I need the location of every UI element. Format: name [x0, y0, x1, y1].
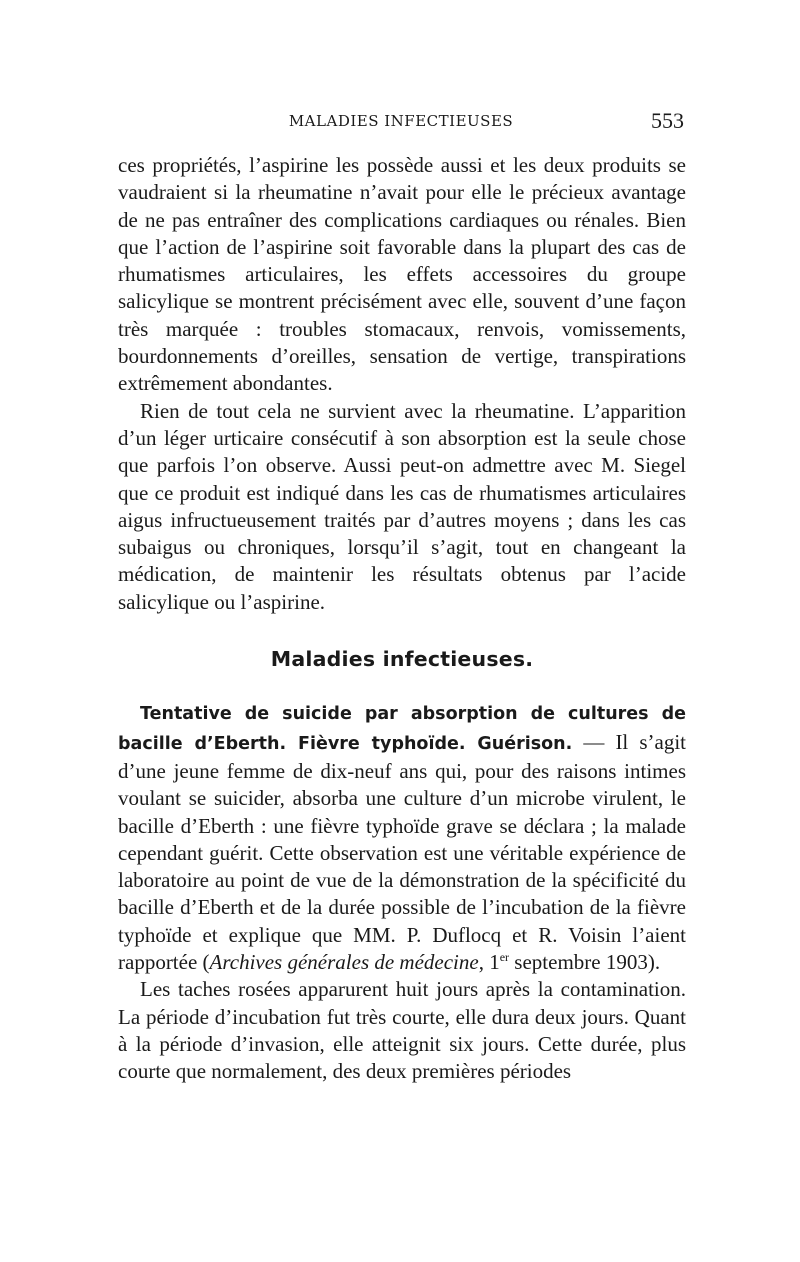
ordinal-superscript: er: [499, 950, 510, 965]
article-heading: Tentative de suicide par absorption de cultures de bacille d’Eberth. Fièvre typhoïde. Guérison.: [118, 704, 686, 754]
article-paragraph: [118, 699, 686, 976]
main-text: [118, 152, 686, 1086]
article-body-part3: septembre 1903).: [509, 950, 661, 975]
journal-citation: Archives générales de médecine: [209, 950, 479, 975]
article-body-part1: — Il s’agit d’une jeune femme de dix-neuf ans qui, pour des raisons intimes voulant se suicider, absorba une culture d’un microbe virulent, le bacille d’Eberth : une fièvre typhoïde grave se déclara ; la malade cependant guérit. Cette observation est une véritable expérience de laboratoire au point de vue de la démonstration de la spécificité du bacille d’Eberth et de la durée possible de l’incubation de la fièvre typhoïde et explique que MM. P. Duflocq et R. Voisin l’aient rapportée (: [118, 729, 687, 975]
running-title: MALADIES INFECTIEUSES: [288, 112, 514, 130]
paragraph-continuation: ces propriétés, l’aspirine les possède aussi et les deux produits se vaudraient si la rheumatine n’avait pour elle le précieux avantage de ne pas entraîner des complications cardiaques ou rénales. Bien que l’action de l’aspirine soit favorable dans la plupart des cas de rhumatismes articulaires, les effets accessoires du groupe salicylique se montrent précisément avec elle, souvent d’une façon très marquée : troubles stomacaux, renvois, vomissements, bourdonnements d’oreilles, sensation de vertige, transpirations extrêmement abondantes.: [118, 153, 686, 396]
paragraph-taches-rosees: Les taches rosées apparurent huit jours après la contamination. La période d’incubation fut très courte, elle dura deux jours. Quant à la période d’invasion, elle atteignit six jours. Cette durée, plus courte que normalement, des deux premières périodes: [118, 977, 686, 1084]
page-number: 553: [651, 108, 684, 133]
section-title: Maladies infectieuses.: [270, 647, 534, 672]
article-body-part2: , 1: [478, 950, 500, 975]
paragraph-rheumatine: Rien de tout cela ne survient avec la rheumatine. L’apparition d’un léger urticaire consécutif à son absorption est la seule chose que parfois l’on observe. Aussi peut-on admettre avec M. Siegel que ce produit est indiqué dans les cas de rhumatismes articulaires aigus infructueusement traités par d’autres moyens ; dans les cas subaigus ou chroniques, lorsqu’il s’agit, tout en changeant la médication, de maintenir les résultats obtenus par l’acide salicylique ou l’aspirine.: [118, 398, 686, 614]
running-header: [118, 108, 684, 142]
